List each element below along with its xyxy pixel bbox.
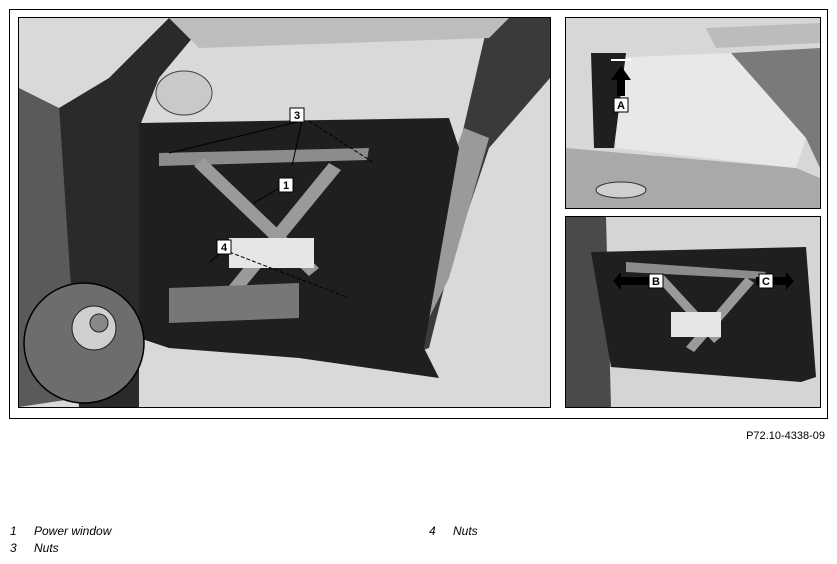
window-lift-illustration [566,18,820,208]
regulator-removal-illustration [566,217,820,407]
main-door-illustration [19,18,550,407]
figure-code: P72.10-4338-09 [746,430,825,442]
detail-photo-bottom [565,216,821,408]
legend-number: 1 [10,524,17,538]
legend-text: Nuts [453,524,478,538]
callout-label: 3 [293,110,301,122]
legend-text: Nuts [34,541,59,555]
callout-label: A [617,100,625,112]
callout-label: 1 [282,180,290,192]
callout-label: B [652,276,660,288]
legend-text: Power window [34,524,112,538]
main-door-photo [18,17,551,408]
callout-label: C [762,276,770,288]
legend-number: 4 [429,524,436,538]
detail-photo-top [565,17,821,209]
callout-label: 4 [220,242,228,254]
legend-number: 3 [10,541,17,555]
